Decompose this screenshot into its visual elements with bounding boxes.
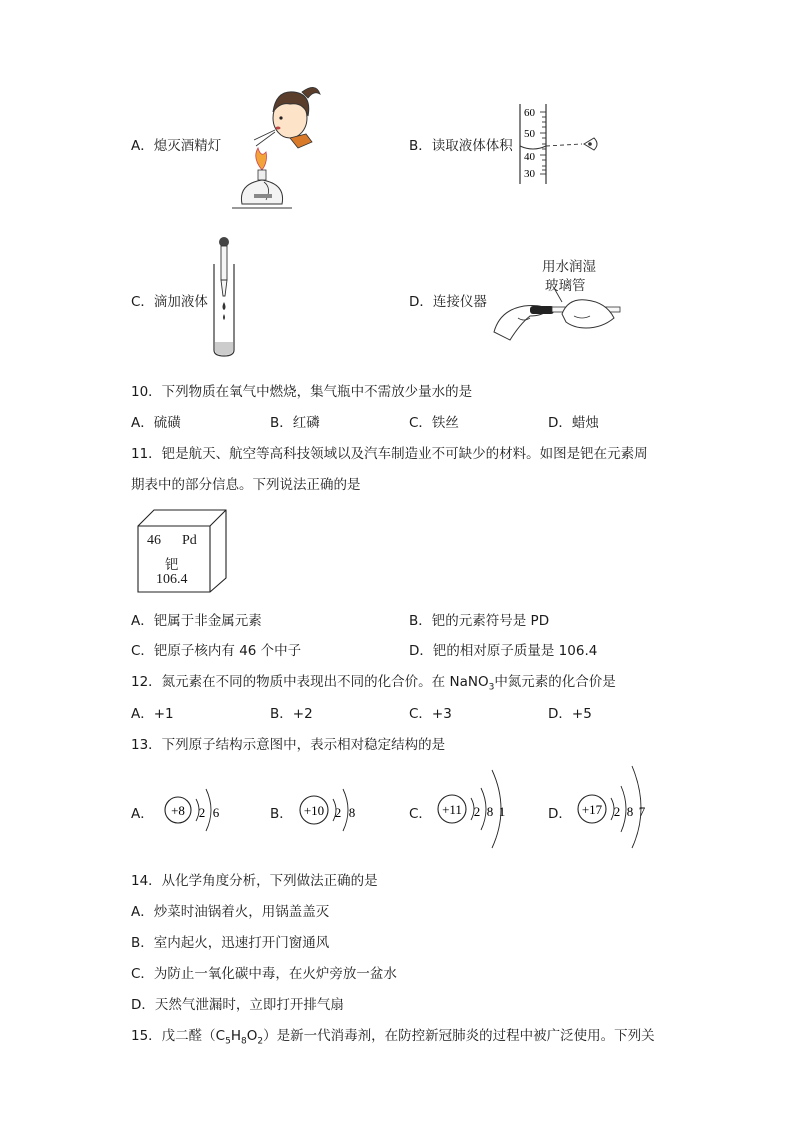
q12-stem-prefix: 12．氮元素在不同的物质中表现出不同的化合价。在 NaNO bbox=[131, 674, 489, 690]
connect-apparatus-illustration bbox=[490, 288, 630, 348]
cylinder-tick-50: 50 bbox=[524, 128, 535, 140]
atom-a-shell-1: 2 bbox=[198, 805, 206, 820]
q10-option-d: D．蜡烛 bbox=[548, 415, 599, 431]
q9-option-c-label: C．滴加液体 bbox=[131, 294, 208, 310]
atom-diagram-c bbox=[434, 764, 524, 854]
atom-a-shell-2: 6 bbox=[212, 805, 220, 820]
q10-option-b: B．红磷 bbox=[270, 415, 320, 431]
q13-stem: 13．下列原子结构示意图中，表示相对稳定结构的是 bbox=[131, 737, 446, 753]
q11-stem-line1: 11．钯是航天、航空等高科技领域以及汽车制造业不可缺少的材料。如图是钯在元素周 bbox=[131, 446, 648, 462]
element-name: 钯 bbox=[165, 557, 179, 573]
atom-d-shell-1: 2 bbox=[613, 804, 621, 819]
q10-stem: 10．下列物质在氧气中燃烧，集气瓶中不需放少量水的是 bbox=[131, 384, 473, 400]
q10-option-a: A．硫磺 bbox=[131, 415, 181, 431]
q11-option-d: D．钯的相对原子质量是 106.4 bbox=[409, 643, 598, 659]
atom-b-nucleus: +10 bbox=[303, 803, 325, 818]
q12-option-b: B．+2 bbox=[270, 706, 313, 722]
atom-a-nucleus: +8 bbox=[171, 803, 185, 818]
q15-stem-suffix: ）是新一代消毒剂，在防控新冠肺炎的过程中被广泛使用。下列关 bbox=[263, 1028, 655, 1044]
atom-d-nucleus: +17 bbox=[581, 802, 603, 817]
dropper-tube-illustration bbox=[206, 234, 240, 360]
element-mass: 106.4 bbox=[156, 572, 188, 587]
element-atomic-number: 46 bbox=[147, 533, 161, 548]
connect-label-tube: 玻璃管 bbox=[545, 278, 586, 294]
atom-d-shell-3: 7 bbox=[638, 804, 646, 819]
cylinder-tick-60: 60 bbox=[524, 107, 535, 119]
q15-stem bbox=[131, 1024, 655, 1047]
q15-sub-c: 5 bbox=[225, 1036, 231, 1047]
q15-sub-h: 8 bbox=[241, 1036, 247, 1047]
q14-option-b: B．室内起火，迅速打开门窗通风 bbox=[131, 935, 330, 951]
atom-diagram-b bbox=[296, 775, 376, 845]
q12-stem bbox=[131, 670, 616, 693]
q15-sub-o: 2 bbox=[257, 1036, 264, 1047]
q12-stem-suffix: 中氮元素的化合价是 bbox=[494, 674, 616, 690]
q13-option-b-label: B． bbox=[270, 806, 293, 822]
q10-option-c: C．铁丝 bbox=[409, 415, 459, 431]
cylinder-tick-30: 30 bbox=[524, 168, 535, 180]
cylinder-tick-40: 40 bbox=[524, 151, 535, 163]
q14-stem: 14．从化学角度分析，下列做法正确的是 bbox=[131, 873, 378, 889]
q14-option-c: C．为防止一氧化碳中毒，在火炉旁放一盆水 bbox=[131, 966, 397, 982]
q13-option-a-label: A． bbox=[131, 806, 154, 822]
q14-option-d: D．天然气泄漏时，立即打开排气扇 bbox=[131, 997, 344, 1013]
q12-option-a: A．+1 bbox=[131, 706, 174, 722]
element-symbol: Pd bbox=[182, 533, 197, 548]
atom-c-nucleus: +11 bbox=[442, 802, 462, 817]
q15-o: O bbox=[246, 1028, 258, 1044]
atom-b-shell-1: 2 bbox=[334, 805, 342, 820]
q9-option-a-label: A．熄灭酒精灯 bbox=[131, 138, 222, 154]
atom-d-shell-2: 8 bbox=[626, 804, 634, 819]
q14-option-a: A．炒菜时油锅着火，用锅盖盖灭 bbox=[131, 904, 330, 920]
atom-c-shell-3: 1 bbox=[498, 804, 506, 819]
q13-option-c-label: C． bbox=[409, 806, 432, 822]
q13-option-d-label: D． bbox=[548, 806, 572, 822]
q12-stem-subscript: 3 bbox=[488, 682, 495, 693]
q15-h: H bbox=[230, 1028, 241, 1044]
q12-option-d: D．+5 bbox=[548, 706, 592, 722]
q9-option-b-label: B．读取液体体积 bbox=[409, 138, 513, 154]
atom-b-shell-2: 8 bbox=[348, 805, 356, 820]
q12-option-c: C．+3 bbox=[409, 706, 452, 722]
atom-c-shell-1: 2 bbox=[473, 804, 481, 819]
graduated-cylinder-illustration bbox=[514, 100, 604, 188]
q15-stem-prefix: 15．戊二醛（C bbox=[131, 1028, 226, 1044]
q11-option-b: B．钯的元素符号是 PD bbox=[409, 613, 550, 629]
connect-label-wet: 用水润湿 bbox=[542, 259, 596, 275]
q11-stem-line2: 期表中的部分信息。下列说法正确的是 bbox=[131, 477, 361, 493]
atom-c-shell-2: 8 bbox=[486, 804, 494, 819]
q11-option-c: C．钯原子核内有 46 个中子 bbox=[131, 643, 302, 659]
alcohol-lamp-illustration bbox=[228, 76, 328, 216]
atom-diagram-a bbox=[160, 775, 240, 845]
q11-option-a: A．钯属于非金属元素 bbox=[131, 613, 262, 629]
q9-option-d-label: D．连接仪器 bbox=[409, 294, 487, 310]
atom-diagram-d bbox=[574, 760, 664, 850]
